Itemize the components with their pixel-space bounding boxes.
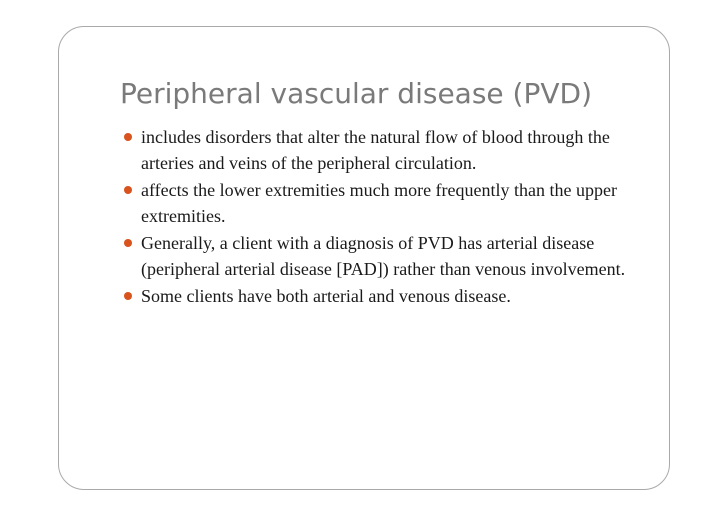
bullet-list <box>124 124 654 310</box>
bullet-dot-icon <box>124 133 132 141</box>
slide-title: Peripheral vascular disease (PVD) <box>120 77 592 110</box>
bullet-dot-icon <box>124 292 132 300</box>
bullet-item <box>124 177 654 229</box>
bullet-dot-icon <box>124 239 132 247</box>
bullet-item <box>124 124 654 176</box>
bullet-item <box>124 230 654 282</box>
bullet-item <box>124 283 654 309</box>
bullet-text: Some clients have both arterial and venous disease. <box>141 286 511 306</box>
bullet-dot-icon <box>124 186 132 194</box>
bullet-text: affects the lower extremities much more frequently than the upper extremities. <box>141 180 617 226</box>
bullet-text: Generally, a client with a diagnosis of PVD has arterial disease (peripheral arterial disease [PAD]) rather than venous involvement. <box>141 233 626 279</box>
bullet-text: includes disorders that alter the natural flow of blood through the arteries and veins of the peripheral circulation. <box>141 127 610 173</box>
